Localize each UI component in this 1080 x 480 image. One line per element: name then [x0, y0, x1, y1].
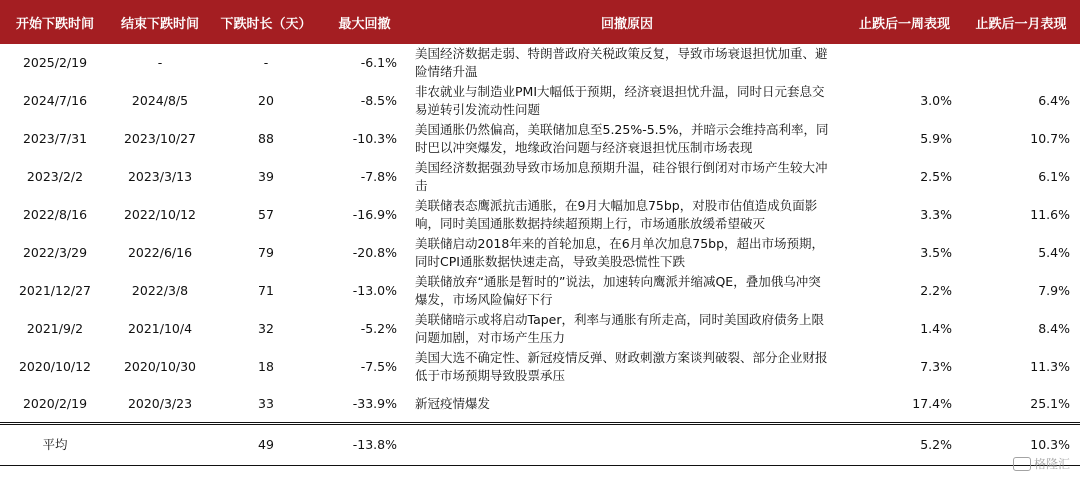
table-row: [0, 196, 1080, 234]
duration-cell: 79: [258, 245, 274, 260]
duration-cell: 71: [258, 283, 274, 298]
table-row: [0, 120, 1080, 158]
average-duration: 49: [210, 424, 322, 466]
reason-cell: 美国通胀仍然偏高，美联储加息至5.25%-5.5%，并暗示会维持高利率，同时巴以冲突爆发，地缘政治问题与经济衰退担忧压制市场表现: [415, 122, 829, 155]
header-start-date: 开始下跌时间: [0, 0, 110, 44]
end-date-cell: 2022/10/12: [123, 207, 197, 222]
header-max-drawdown: 最大回撤: [322, 0, 407, 44]
table-row: [0, 158, 1080, 196]
table-row: [0, 386, 1080, 424]
duration-cell: 57: [258, 207, 274, 222]
month-after-cell: 11.3%: [1030, 359, 1070, 374]
end-date-cell: 2023/3/13: [127, 169, 193, 184]
max-drawdown-cell: -6.1%: [360, 55, 397, 70]
month-after-cell: 6.1%: [1038, 169, 1070, 184]
month-after-cell: 11.6%: [1030, 207, 1070, 222]
reason-cell: 非农就业与制造业PMI大幅低于预期，经济衰退担忧升温，同时日元套息交易逆转引发流动性问题: [415, 84, 825, 117]
reason-cell: 美联储放弃“通胀是暂时的”说法，加速转向鹰派并缩减QE，叠加俄乌冲突爆发，市场风险偏好下行: [415, 274, 821, 307]
month-after-cell: 5.4%: [1038, 245, 1070, 260]
month-after-cell: 10.7%: [1030, 131, 1070, 146]
start-date-cell: 2020/10/12: [18, 359, 92, 374]
duration-cell: 32: [258, 321, 274, 336]
month-after-cell: 25.1%: [1030, 396, 1070, 411]
max-drawdown-cell: -10.3%: [352, 131, 397, 146]
duration-cell: -: [263, 55, 269, 70]
start-date-cell: 2022/3/29: [22, 245, 88, 260]
week-after-cell: 17.4%: [912, 396, 952, 411]
end-date-cell: 2021/10/4: [127, 321, 193, 336]
reason-cell: 美国经济数据走弱、特朗普政府关税政策反复，导致市场衰退担忧加重、避险情绪升温: [415, 46, 828, 79]
end-date-cell: 2020/3/23: [127, 396, 193, 411]
start-date-cell: 2021/9/2: [26, 321, 84, 336]
max-drawdown-cell: -16.9%: [352, 207, 397, 222]
header-week-after: 止跌后一周表现: [847, 0, 962, 44]
week-after-cell: 7.3%: [920, 359, 952, 374]
week-after-cell: 2.5%: [920, 169, 952, 184]
month-after-cell: 7.9%: [1038, 283, 1070, 298]
end-date-cell: 2024/8/5: [131, 93, 189, 108]
start-date-cell: 2021/12/27: [18, 283, 92, 298]
end-date-cell: 2023/10/27: [123, 131, 197, 146]
header-duration: 下跌时长（天）: [210, 0, 322, 44]
week-after-cell: 3.5%: [920, 245, 952, 260]
watermark-logo-icon: [1013, 457, 1031, 471]
max-drawdown-cell: -13.0%: [352, 283, 397, 298]
average-month-after: 10.3%: [962, 424, 1080, 466]
header-end-date: 结束下跌时间: [110, 0, 210, 44]
average-reason: [407, 424, 847, 466]
start-date-cell: 2024/7/16: [22, 93, 88, 108]
average-label: 平均: [0, 424, 110, 466]
table-row: [0, 82, 1080, 120]
table-row: [0, 348, 1080, 386]
start-date-cell: 2022/8/16: [22, 207, 88, 222]
duration-cell: 39: [258, 169, 274, 184]
duration-cell: 33: [258, 396, 274, 411]
end-date-cell: 2022/3/8: [131, 283, 189, 298]
start-date-cell: 2025/2/19: [22, 55, 88, 70]
table-row: [0, 272, 1080, 310]
month-after-cell: [962, 44, 1080, 82]
week-after-cell: 3.0%: [920, 93, 952, 108]
start-date-cell: 2020/2/19: [22, 396, 88, 411]
max-drawdown-cell: -7.8%: [360, 169, 397, 184]
table-row: [0, 44, 1080, 82]
max-drawdown-cell: -20.8%: [352, 245, 397, 260]
end-date-cell: 2020/10/30: [123, 359, 197, 374]
reason-cell: 美联储启动2018年来的首轮加息，在6月单次加息75bp，超出市场预期，同时CPI通胀数据快速走高，导致美股恐慌性下跌: [415, 236, 825, 269]
reason-cell: 美国大选不确定性、新冠疫情反弹、财政刺激方案谈判破裂、部分企业财报低于市场预期导致股票承压: [415, 350, 828, 383]
week-after-cell: [847, 44, 962, 82]
reason-cell: 美联储表态鹰派抗击通胀，在9月大幅加息75bp，对股市估值造成负面影响，同时美国通胀数据持续超预期上行，市场通胀放缓希望破灭: [415, 198, 818, 231]
max-drawdown-cell: -8.5%: [360, 93, 397, 108]
month-after-cell: 6.4%: [1038, 93, 1070, 108]
average-end-date: [110, 424, 210, 466]
max-drawdown-cell: -5.2%: [360, 321, 397, 336]
start-date-cell: 2023/7/31: [22, 131, 88, 146]
week-after-cell: 1.4%: [920, 321, 952, 336]
header-reason: 回撤原因: [407, 0, 847, 44]
end-date-cell: 2022/6/16: [127, 245, 193, 260]
average-week-after: 5.2%: [847, 424, 962, 466]
table-row: [0, 310, 1080, 348]
watermark-text: 格隆汇: [1033, 457, 1070, 471]
week-after-cell: 3.3%: [920, 207, 952, 222]
table-row: [0, 234, 1080, 272]
week-after-cell: 2.2%: [920, 283, 952, 298]
duration-cell: 88: [258, 131, 274, 146]
reason-cell: 美国经济数据强劲导致市场加息预期升温，硅谷银行倒闭对市场产生较大冲击: [415, 160, 828, 193]
max-drawdown-cell: -7.5%: [360, 359, 397, 374]
header-month-after: 止跌后一月表现: [962, 0, 1080, 44]
reason-cell: 美联储暗示或将启动Taper，利率与通胀有所走高，同时美国政府债务上限问题加剧，对市场产生压力: [415, 312, 824, 345]
average-row: [0, 424, 1080, 466]
week-after-cell: 5.9%: [920, 131, 952, 146]
average-max-drawdown: -13.8%: [322, 424, 407, 466]
header-row: [0, 0, 1080, 44]
max-drawdown-cell: -33.9%: [352, 396, 397, 411]
end-date-cell: -: [157, 55, 163, 70]
duration-cell: 20: [258, 93, 274, 108]
watermark: [1013, 455, 1070, 472]
reason-cell: 新冠疫情爆发: [415, 396, 491, 411]
month-after-cell: 8.4%: [1038, 321, 1070, 336]
start-date-cell: 2023/2/2: [26, 169, 84, 184]
duration-cell: 18: [258, 359, 274, 374]
